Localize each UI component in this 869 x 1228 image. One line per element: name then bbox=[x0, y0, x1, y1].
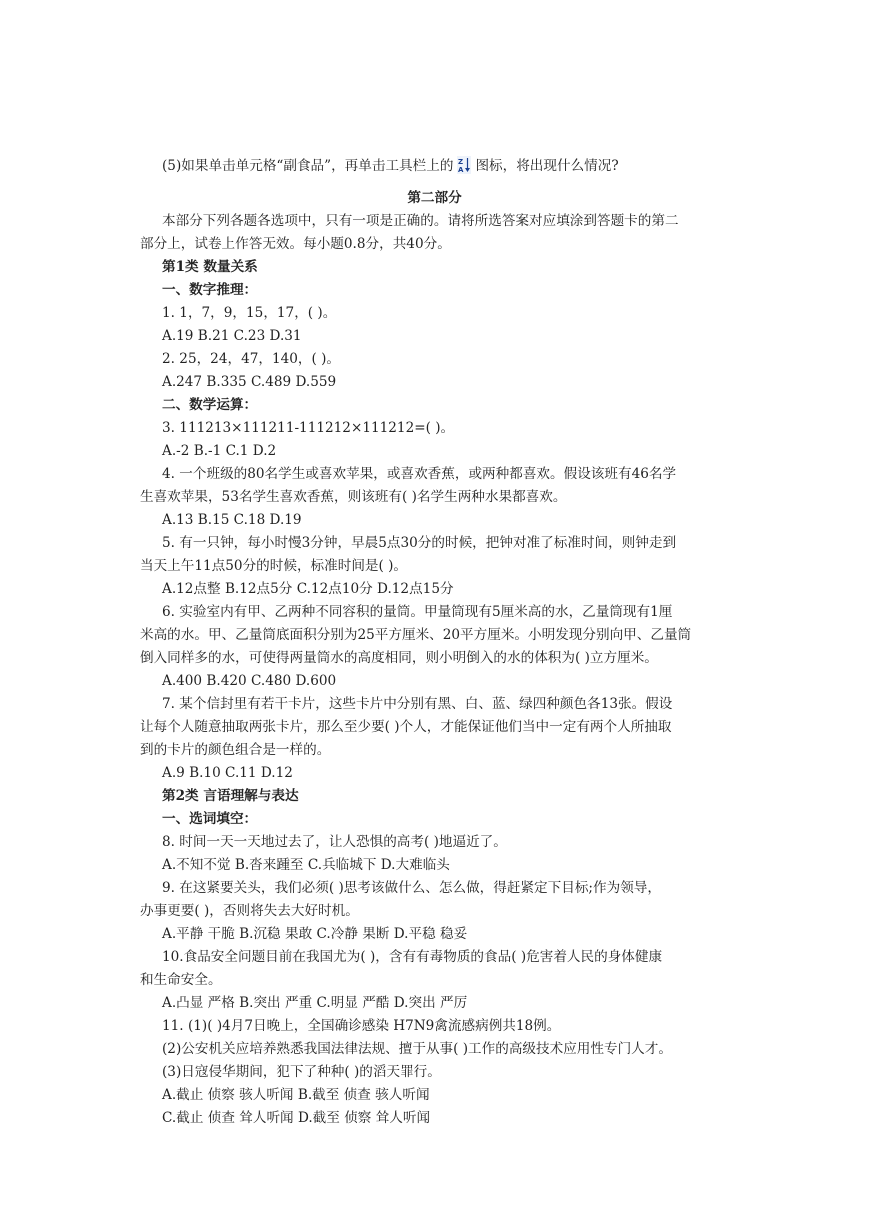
question-8-options: A.不知不觉 B.沓来踵至 C.兵临城下 D.大难临头 bbox=[162, 857, 450, 873]
question-5-text-after: 图标，将出现什么情况? bbox=[475, 158, 619, 174]
intro-line-2: 部分上，试卷上作答无效。每小题0.8分，共40分。 bbox=[140, 236, 451, 252]
section-math-title: 二、数学运算： bbox=[162, 397, 258, 413]
part-title: 第二部分 bbox=[407, 190, 462, 206]
section-number-reasoning-title: 一、数字推理： bbox=[162, 282, 258, 298]
question-11-options-1: A.截止 侦察 骇人听闻 B.截至 侦查 骇人听闻 bbox=[162, 1087, 430, 1103]
question-3-options: A.-2 B.-1 C.1 D.2 bbox=[162, 443, 277, 459]
question-7-line-1: 7. 某个信封里有若干卡片，这些卡片中分别有黑、白、蓝、绿四种颜色各13张。假设 bbox=[162, 696, 673, 712]
question-9-line-2: 办事更要( )，否则将失去大好时机。 bbox=[140, 903, 359, 919]
question-10-options: A.凸显 严格 B.突出 严重 C.明显 严酷 D.突出 严厉 bbox=[162, 995, 468, 1011]
question-11-options-2: C.截止 侦查 耸人听闻 D.截至 侦察 耸人听闻 bbox=[162, 1110, 431, 1126]
question-4-options: A.13 B.15 C.18 D.19 bbox=[162, 512, 302, 528]
svg-text:Z: Z bbox=[458, 158, 464, 166]
question-3: 3. 111213×111211-111212×111212=( )。 bbox=[162, 420, 455, 436]
question-5b-line-2: 当天上午11点50分的时候，标准时间是( )。 bbox=[140, 558, 408, 574]
question-11-line-1: 11. (1)( )4月7日晚上，全国确诊感染 H7N9禽流感病例共18例。 bbox=[162, 1018, 561, 1034]
question-6-line-3: 倒入同样多的水，可使得两量筒水的高度相同，则小明倒入的水的体积为( )立方厘米。 bbox=[140, 650, 658, 666]
question-5b-line-1: 5. 有一只钟，每小时慢3分钟，早晨5点30分的时候，把钟对准了标准时间，则钟走到 bbox=[162, 535, 677, 551]
question-8: 8. 时间一天一天地过去了，让人恐惧的高考( )地逼近了。 bbox=[162, 834, 507, 850]
category-2-title: 第2类 言语理解与表达 bbox=[162, 788, 299, 804]
question-1-options: A.19 B.21 C.23 D.31 bbox=[162, 328, 302, 344]
question-11-line-2: (2)公安机关应培养熟悉我国法律法规、擅于从事( )工作的高级技术应用性专门人才。 bbox=[162, 1041, 672, 1057]
question-5-excel bbox=[162, 155, 619, 178]
question-6-line-1: 6. 实验室内有甲、乙两种不同容积的量筒。甲量筒现有5厘米高的水，乙量筒现有1厘 bbox=[162, 604, 673, 620]
question-11-line-3: (3)日寇侵华期间，犯下了种种( )的滔天罪行。 bbox=[162, 1064, 441, 1080]
question-5-text-before: (5)如果单击单元格“副食品”，再单击工具栏上的 bbox=[162, 158, 454, 174]
question-6-options: A.400 B.420 C.480 D.600 bbox=[162, 673, 337, 689]
category-1-title: 第1类 数量关系 bbox=[162, 259, 258, 275]
question-4-line-2: 生喜欢苹果，53名学生喜欢香蕉，则该班有( )名学生两种水果都喜欢。 bbox=[140, 489, 567, 505]
question-10-line-2: 和生命安全。 bbox=[140, 972, 222, 988]
intro-line-1: 本部分下列各题各选项中，只有一项是正确的。请将所选答案对应填涂到答题卡的第二 bbox=[162, 213, 679, 229]
section-fill-words-title: 一、选词填空： bbox=[162, 811, 258, 827]
question-2-options: A.247 B.335 C.489 D.559 bbox=[162, 374, 337, 390]
question-5b-options: A.12点整 B.12点5分 C.12点10分 D.12点15分 bbox=[162, 581, 454, 597]
question-7-options: A.9 B.10 C.11 D.12 bbox=[162, 765, 293, 781]
question-7-line-2: 让每个人随意抽取两张卡片，那么至少要( )个人，才能保证他们当中一定有两个人所抽取 bbox=[140, 719, 672, 735]
question-6-line-2: 米高的水。甲、乙量筒底面积分别为25平方厘米、20平方厘米。小明发现分别向甲、乙量筒 bbox=[140, 627, 692, 643]
sort-descending-icon bbox=[457, 156, 471, 174]
question-2: 2. 25，24，47，140，( )。 bbox=[162, 351, 341, 367]
question-7-line-3: 到的卡片的颜色组合是一样的。 bbox=[140, 742, 331, 758]
svg-text:A: A bbox=[458, 166, 464, 174]
question-10-line-1: 10.食品安全问题目前在我国尤为( )，含有有毒物质的食品( )危害着人民的身体健康 bbox=[162, 949, 663, 965]
question-9-line-1: 9. 在这紧要关头，我们必须( )思考该做什么、怎么做，得赶紧定下目标;作为领导， bbox=[162, 880, 661, 896]
question-4-line-1: 4. 一个班级的80名学生或喜欢苹果，或喜欢香蕉，或两种都喜欢。假设该班有46名学 bbox=[162, 466, 677, 482]
question-1: 1. 1，7，9，15，17，( )。 bbox=[162, 305, 337, 321]
question-9-options: A.平静 干脆 B.沉稳 果敢 C.冷静 果断 D.平稳 稳妥 bbox=[162, 926, 468, 942]
